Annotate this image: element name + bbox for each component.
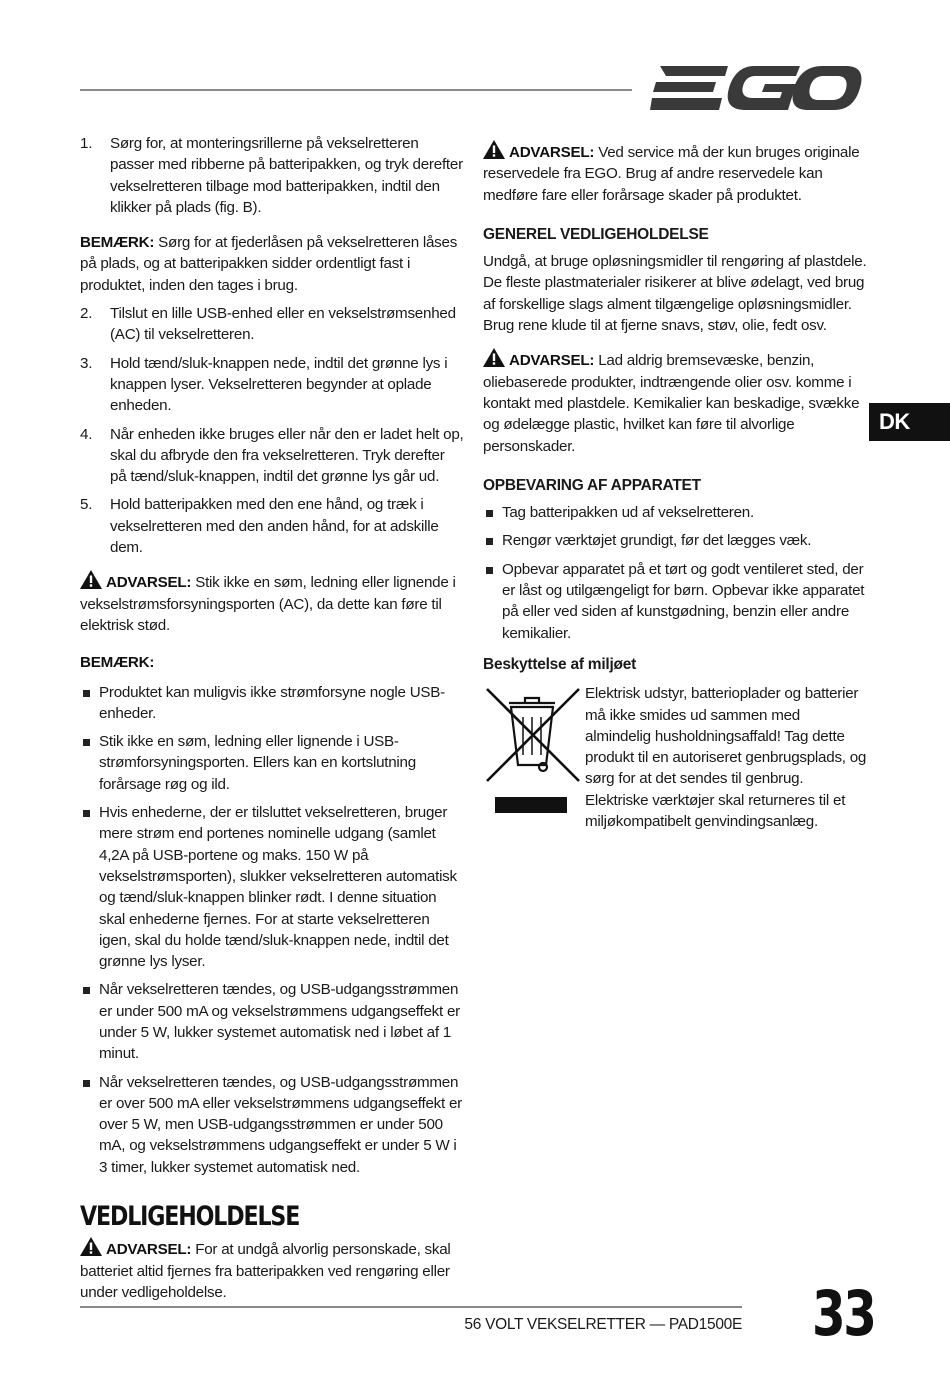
right-column [483, 140, 869, 839]
list-item: Opbevar apparatet på et tørt og godt ventileret sted, der er låst og utilgængeligt for børn. Opbevar ikke apparatet på eller ved siden af kunstgødning, benzin eller andre kemikalier. [483, 559, 869, 644]
warning-spare-parts [483, 140, 869, 206]
page-number: 33 [812, 1277, 875, 1350]
step-number: 4. [80, 425, 93, 443]
step-text: Tilslut en lille USB-enhed eller en vekselstrømsenhed (AC) til vekselretteren. [110, 305, 456, 344]
left-column [80, 133, 464, 1313]
warning-triangle-icon [483, 348, 505, 367]
list-item: Tag batteripakken ud af vekselretteren. [483, 502, 869, 523]
note-2-label: BEMÆRK: [80, 654, 155, 672]
footer-rule [80, 1306, 742, 1308]
general-maintenance-text: Undgå, at bruge opløsningsmidler til rengøring af plastdele. De fleste plastmaterialer risikerer at blive ødelagt, ved brug af forskellige slags alment tilgængelige opløsningsmidler. Brug rene klude til at fjerne snavs, støv, olie, fedt osv. [483, 253, 867, 335]
step-4 [80, 424, 464, 488]
list-item: Produktet kan muligvis ikke strømforsyne nogle USB-enheder. [80, 682, 464, 725]
ego-logo [650, 62, 862, 114]
step-text: Når enheden ikke bruges eller når den er ladet helt op, skal du afbryde den fra vekselretteren. Tryk derefter på tænd/sluk-knappen, indtil det grønne lys går ud. [110, 425, 464, 486]
storage-list [483, 502, 869, 644]
step-2 [80, 303, 464, 346]
warning-label: ADVARSEL: [509, 352, 595, 370]
warning-triangle-icon [80, 1237, 102, 1256]
environment-block [483, 683, 869, 832]
warning-text: Stik ikke en søm, ledning eller lignende i vekselstrømsforsyningsporten (AC), da dette kan føre til elektrisk stød. [80, 574, 456, 634]
step-text: Hold batteripakken med den ene hånd, og træk i vekselretteren med den anden hånd, for at adskille dem. [110, 496, 439, 557]
list-item: Når vekselretteren tændes, og USB-udgangsstrømmen er under 500 mA og vekselstrømmens udgangseffekt er under 5 W, lukker systemet automatisk ned i løbet af 1 minut. [80, 979, 464, 1064]
step-3 [80, 353, 464, 417]
heading-storage: OPBEVARING AF APPARATET [483, 476, 701, 494]
warning-text: Ved service må der kun bruges originale reservedele fra EGO. Brug af andre reservedele kan medføre fare eller forårsage skader på produktet. [483, 144, 860, 204]
list-item: Når vekselretteren tændes, og USB-udgangsstrømmen er over 500 mA eller vekselstrømmens udgangseffekt er over 5 W, men USB-udgangsstrømmen er under 500 mA, og vekselstrømmens udgangseffekt er under 5 W i 3 timer, lukker systemet automatisk ned. [80, 1072, 464, 1178]
environment-text: Elektrisk udstyr, batterioplader og batterier må ikke smides ud sammen med almindelig husholdningsaffald! Tag dette produkt til en autoriseret genbrugsplads, og sørg for at det sendes til genbrug. Elektriske værktøjer skal returneres til et miljøkompatibelt genvindingsanlæg. [585, 685, 867, 831]
warning-triangle-icon [80, 570, 102, 589]
note-1 [80, 232, 464, 296]
step-number: 1. [80, 135, 93, 152]
header-rule [80, 89, 632, 91]
section-title-maintenance: VEDLIGEHOLDELSE [80, 1201, 300, 1233]
step-number: 5. [80, 496, 93, 514]
warning-battery-removal [80, 1237, 464, 1303]
warning-ac-port [80, 570, 464, 636]
warning-label: ADVARSEL: [106, 1241, 192, 1259]
warning-label: ADVARSEL: [106, 574, 192, 592]
step-text: Sørg for, at monteringsrillerne på vekselretteren passer med ribberne på batteripakken, og tryk derefter vekselretteren tilbage mod batteripakken, indtil den klikker på plads (fig. B). [110, 135, 463, 216]
warning-text: For at undgå alvorlig personskade, skal batteriet altid fjernes fra batteripakken ved rengøring eller under vedligeholdelse. [80, 1241, 451, 1301]
note-2-list [80, 682, 464, 1179]
language-tab: DK [869, 403, 950, 441]
step-5 [80, 494, 464, 558]
crossed-out-bin-icon [483, 685, 583, 815]
step-1 [80, 133, 464, 218]
list-item: Hvis enhederne, der er tilsluttet vekselretteren, bruger mere strøm end portenes nominelle udgang (samlet 4,2A på USB-portene og maks. 150 W på vekselstrømsporten), slukker vekselretteren automatisk og tænd/sluk-knappen blinker rødt. I denne situation skal enhederne fjernes. For at starte vekselretteren igen, skal du holde tænd/sluk-knappen nede, indtil det grønne lys lyser. [80, 802, 464, 972]
list-item: Rengør værktøjet grundigt, før det lægges væk. [483, 530, 869, 551]
warning-chemicals [483, 348, 869, 456]
note-label: BEMÆRK: [80, 234, 155, 252]
step-number: 2. [80, 305, 93, 323]
warning-text: Lad aldrig bremsevæske, benzin, oliebaserede produkter, indtrængende olier osv. komme i kontakt med plastdele. Kemikalier kan beskadige, svække og ødelægge plastic, hvilket kan føre til alvorlige personskader. [483, 352, 860, 455]
step-number: 3. [80, 354, 93, 372]
step-text: Hold tænd/sluk-knappen nede, indtil det grønne lys i knappen lyser. Vekselretteren begynder at oplade enheden. [110, 354, 448, 415]
heading-environment: Beskyttelse af miljøet [483, 655, 637, 673]
note-text: Sørg for at fjederlåsen på vekselretteren låses på plads, og at batteripakken sidder ordentligt fast i produktet, inden den tages i brug. [80, 234, 458, 294]
heading-general-maintenance: GENEREL VEDLIGEHOLDELSE [483, 225, 709, 243]
footer-title: 56 VOLT VEKSELRETTER — PAD1500E [464, 1316, 742, 1333]
warning-label: ADVARSEL: [509, 144, 595, 161]
list-item: Stik ikke en søm, ledning eller lignende i USB-strømforsyningsporten. Ellers kan en kortslutning forårsage røg og ild. [80, 731, 464, 795]
warning-triangle-icon [483, 140, 505, 159]
